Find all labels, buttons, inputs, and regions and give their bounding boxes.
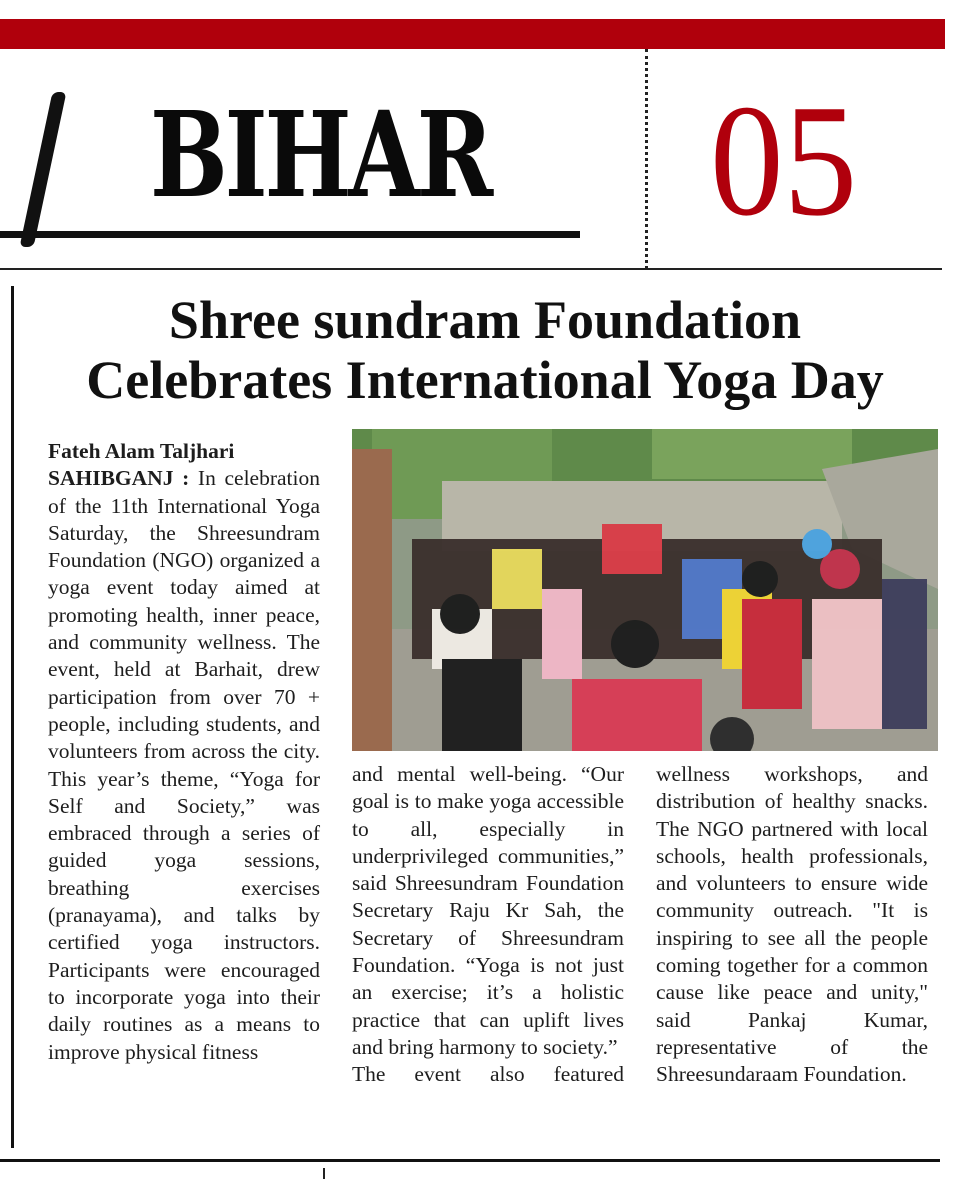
column-3-text: wellness workshops, and distribution of healthy snacks. The NGO partnered with local schools, health professionals, and volunteers to ensure wide community outreach. "It is inspiring to see all the people coming together for a common cause like peace and unity," said Pankaj Kumar, representative of the Shreesundaraam Foundation. — [656, 762, 928, 1087]
section-title-underline — [0, 231, 580, 238]
column-2-text: and mental well-being. “Our goal is to make yoga accessible to all, especially in underprivileged communities,” said Shreesundram Foundation Secretary Raju Kr Sah, the Secretary of Shreesundram Foundation. “Yoga is not just an exercise; it’s a holistic practice that can uplift lives and bring harmony to society.” — [352, 762, 624, 1059]
headline-line-1: Shree sundram Foundation — [168, 290, 802, 350]
article-column-2 — [352, 761, 624, 1089]
byline: Fateh Alam Taljhari — [48, 439, 235, 463]
masthead-red-bar — [0, 19, 945, 49]
footer-tick — [323, 1168, 325, 1179]
headline-line-2: Celebrates International Yoga Day — [86, 350, 884, 410]
header-rule — [0, 268, 942, 270]
masthead-dotted-divider — [645, 49, 648, 269]
column-1-text: In celebration of the 11th International Yoga Saturday, the Shreesundram Foundation (NGO) organized a yoga event today aimed at promoting health, inner peace, and community wellness. The event, held at Barhait, drew participation from over 70 + people, including students, and volunteers from across the city. This year’s theme, “Yoga for Self and Society,” was embraced through a series of guided yoga sessions, breathing exercises (pranayama), and talks by certified yoga instructors. Participants were encouraged to incorporate yoga into their daily routines as a means to improve physical fitness — [48, 466, 320, 1064]
section-title: BIHAR — [150, 85, 491, 224]
crowd — [412, 524, 927, 751]
article-column-3 — [656, 761, 928, 1089]
column-2-text-continued: The event also featured — [352, 1062, 624, 1087]
page-number: 05 — [710, 71, 858, 249]
article-photo — [352, 429, 938, 751]
article-headline — [20, 290, 950, 410]
yoga-group-photo — [352, 429, 938, 751]
left-column-rule — [11, 286, 14, 1148]
footer-rule — [0, 1159, 940, 1162]
article-column-1 — [48, 438, 320, 1066]
dateline: SAHIBGANJ : — [48, 466, 190, 491]
section-slash-mark — [20, 92, 67, 247]
